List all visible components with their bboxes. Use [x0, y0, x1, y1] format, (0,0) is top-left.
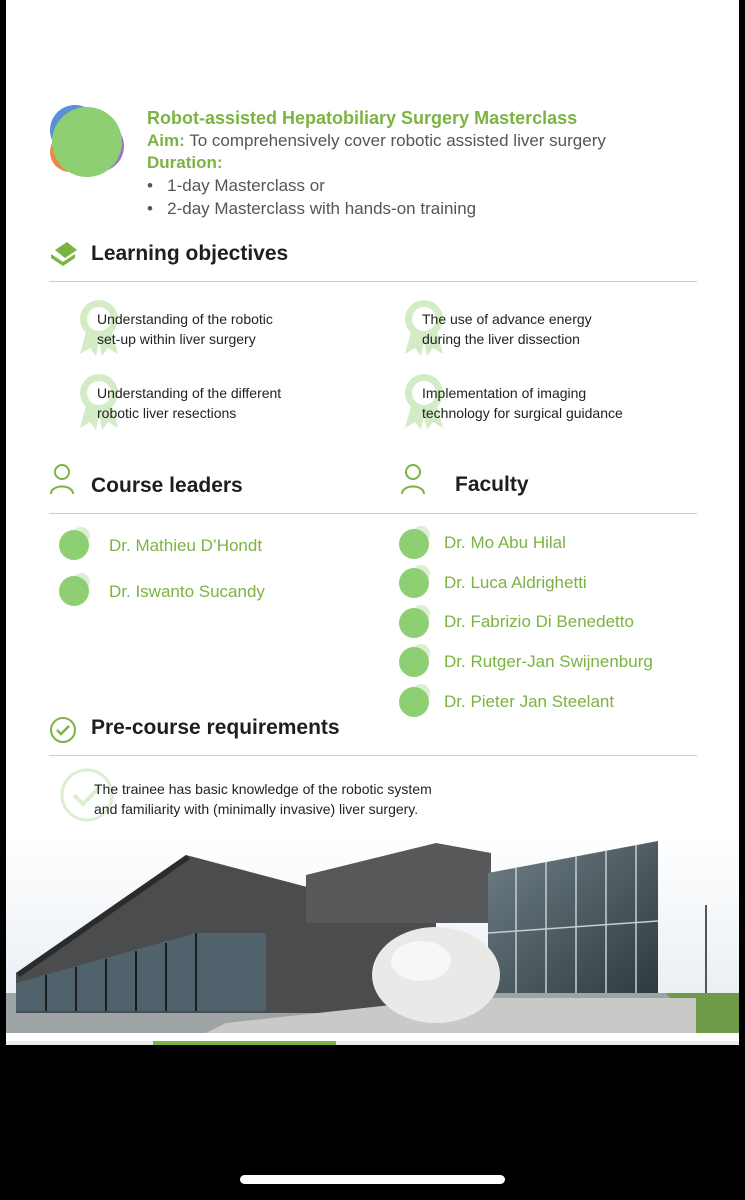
divider [49, 513, 697, 514]
faculty-name: Dr. Mo Abu Hilal [444, 533, 566, 552]
bullet-dot-icon [397, 525, 431, 559]
home-indicator[interactable] [240, 1175, 505, 1184]
objective-item: Understanding of the different robotic liver resections [97, 385, 282, 421]
bullet-dot-icon [397, 683, 431, 717]
objective-item: Understanding of the robotic set-up within liver surgery [97, 311, 273, 347]
person-icon [49, 463, 75, 495]
objective-item: Implementation of imaging technology for surgical guidance [422, 385, 623, 421]
faculty-heading: Faculty [455, 473, 529, 496]
bullet-dot-icon [397, 604, 431, 638]
learning-icon [49, 240, 79, 268]
building-photo [6, 833, 739, 1033]
leader-name: Dr. Mathieu D’Hondt [109, 536, 263, 555]
aim-text: To comprehensively cover robotic assisted liver surgery [189, 131, 606, 150]
divider [49, 281, 697, 282]
person-icon [400, 463, 426, 495]
page-scrollbar[interactable] [6, 1041, 739, 1045]
leaders-heading: Course leaders [91, 474, 243, 497]
duration-item: • 2-day Masterclass with hands-on training [147, 199, 477, 218]
scrollbar-thumb[interactable] [153, 1041, 336, 1045]
masterclass-logo-icon [48, 100, 128, 180]
faculty-name: Dr. Pieter Jan Steelant [444, 692, 615, 711]
bullet-dot-icon [397, 643, 431, 677]
bullet-dot-icon [397, 564, 431, 598]
faculty-name: Dr. Fabrizio Di Benedetto [444, 612, 634, 631]
precourse-heading: Pre-course requirements [91, 716, 340, 739]
document-page [6, 0, 739, 1045]
precourse-text: The trainee has basic knowledge of the robotic system and familiarity with (minimally invasive) liver surgery. [94, 781, 432, 817]
aim-label: Aim: [147, 131, 185, 150]
course-title: Robot-assisted Hepatobiliary Surgery Masterclass [147, 108, 578, 128]
objective-item: The use of advance energy during the liver dissection [422, 311, 592, 347]
building-illustration [6, 833, 739, 1033]
faculty-name: Dr. Luca Aldrighetti [444, 573, 587, 592]
duration-item: • 1-day Masterclass or [147, 176, 325, 195]
check-circle-icon [49, 716, 77, 744]
duration-label: Duration: [147, 153, 223, 172]
aim-row [147, 131, 606, 151]
leader-name: Dr. Iswanto Sucandy [109, 582, 265, 601]
bullet-dot-icon [57, 526, 91, 560]
bullet-dot-icon [57, 572, 91, 606]
learning-heading: Learning objectives [91, 242, 289, 265]
faculty-name: Dr. Rutger-Jan Swijnenburg [444, 652, 653, 671]
divider [49, 755, 697, 756]
